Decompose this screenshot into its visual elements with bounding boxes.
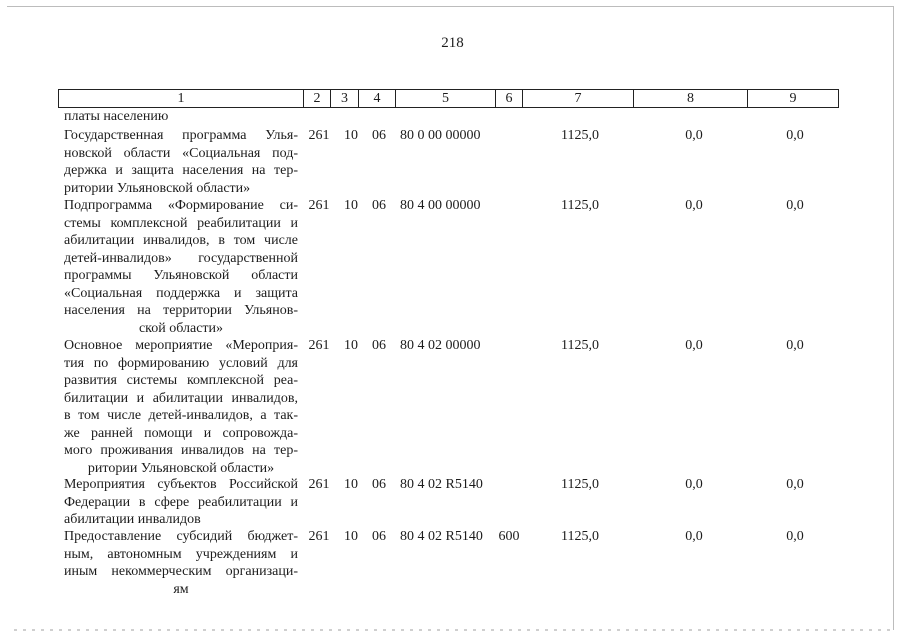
cell-grbs: 261: [308, 338, 330, 353]
cell-subsection: 06: [372, 477, 386, 492]
header-col-3: 3: [330, 90, 358, 107]
cell-target-code: 80 4 02 R5140: [400, 477, 483, 492]
cell-amount-3: 0,0: [786, 128, 804, 143]
cell-grbs: 261: [308, 198, 330, 213]
desc-line: абилитации инвалидов, в том числе: [64, 233, 298, 248]
row-description: [64, 337, 298, 477]
cell-amount-3: 0,0: [786, 198, 804, 213]
desc-line: развития системы комплексной реа-: [64, 373, 298, 388]
desc-line: детей-инвалидов» государственной: [64, 250, 298, 266]
desc-line: Государственная программа Улья-: [64, 128, 298, 143]
cell-amount-2: 0,0: [685, 198, 703, 213]
cell-amount-1: 1125,0: [561, 529, 599, 544]
cell-target-code: 80 4 02 00000: [400, 338, 481, 353]
cell-subsection: 06: [372, 338, 386, 353]
desc-line: абилитации инвалидов: [64, 512, 201, 527]
cell-target-code: 80 0 00 00000: [400, 128, 481, 143]
row-description: [64, 476, 298, 529]
desc-line: ям: [173, 581, 189, 597]
cell-section: 10: [344, 338, 358, 353]
cell-target-code: 80 4 02 R5140: [400, 529, 483, 544]
desc-line: ным, автономным учреждениям и: [64, 546, 298, 562]
cell-amount-3: 0,0: [786, 338, 804, 353]
desc-line: мого проживания инвалидов на тер-: [64, 443, 298, 458]
cell-amount-2: 0,0: [685, 477, 703, 492]
header-col-8: 8: [633, 90, 747, 107]
cell-subsection: 06: [372, 198, 386, 213]
desc-line: Основное мероприятие «Мероприя-: [64, 338, 298, 353]
desc-line: тия по формированию условий для: [64, 355, 298, 371]
desc-line: ритории Ульяновской области»: [64, 180, 251, 196]
desc-line: новской области «Социальная под-: [64, 145, 298, 161]
cell-section: 10: [344, 529, 358, 544]
cell-amount-2: 0,0: [685, 338, 703, 353]
desc-line: билитации и абилитации инвалидов,: [64, 390, 298, 406]
cell-subsection: 06: [372, 529, 386, 544]
page-number: 218: [441, 35, 464, 51]
desc-line: стемы комплексной реабилитации и: [64, 215, 298, 231]
row-description: [64, 528, 298, 598]
cell-section: 10: [344, 198, 358, 213]
row-description: [64, 197, 298, 337]
header-col-9: 9: [747, 90, 838, 107]
cell-amount-1: 1125,0: [561, 338, 599, 353]
desc-line: Мероприятия субъектов Российской: [64, 477, 298, 492]
header-col-1: 1: [177, 91, 185, 106]
table-header: [58, 89, 839, 108]
cell-amount-2: 0,0: [685, 128, 703, 143]
desc-line: населения на территории Ульянов-: [64, 303, 298, 318]
desc-line: программы Ульяновской области: [64, 268, 298, 283]
desc-line: ской области»: [138, 320, 224, 336]
cell-section: 10: [344, 477, 358, 492]
header-col-2: 2: [303, 90, 330, 107]
cell-amount-1: 1125,0: [561, 198, 599, 213]
cell-grbs: 261: [308, 128, 330, 143]
desc-line: Подпрограмма «Формирование си-: [64, 198, 298, 213]
cell-amount-3: 0,0: [786, 477, 804, 492]
cell-amount-3: 0,0: [786, 529, 804, 544]
desc-line: Предоставление субсидий бюджет-: [64, 529, 298, 544]
header-col-6: 6: [495, 90, 522, 107]
desc-line: же ранней помощи и сопровожда-: [64, 425, 298, 441]
desc-line: иным некоммерческим организаци-: [64, 564, 298, 579]
header-col-5: 5: [395, 90, 495, 107]
cell-expense-type: 600: [498, 529, 520, 544]
cell-grbs: 261: [308, 477, 330, 492]
desc-line: «Социальная поддержка и защита: [64, 285, 298, 301]
desc-line: ритории Ульяновской области»: [87, 460, 275, 476]
header-col-4: 4: [358, 90, 395, 107]
cell-amount-1: 1125,0: [561, 128, 599, 143]
cell-grbs: 261: [308, 529, 330, 544]
desc-line: держка и защита населения на тер-: [64, 163, 298, 178]
cell-amount-1: 1125,0: [561, 477, 599, 492]
cell-section: 10: [344, 128, 358, 143]
cell-subsection: 06: [372, 128, 386, 143]
desc-line: Федерации в сфере реабилитации и: [64, 494, 298, 510]
desc-line: в том числе детей-инвалидов, а так-: [64, 408, 298, 423]
cell-amount-2: 0,0: [685, 529, 703, 544]
header-col-7: 7: [522, 90, 633, 107]
scan-edge: [14, 629, 894, 631]
cell-target-code: 80 4 00 00000: [400, 198, 481, 213]
row-description: [64, 127, 298, 197]
continuation-text: платы населению: [64, 109, 169, 124]
